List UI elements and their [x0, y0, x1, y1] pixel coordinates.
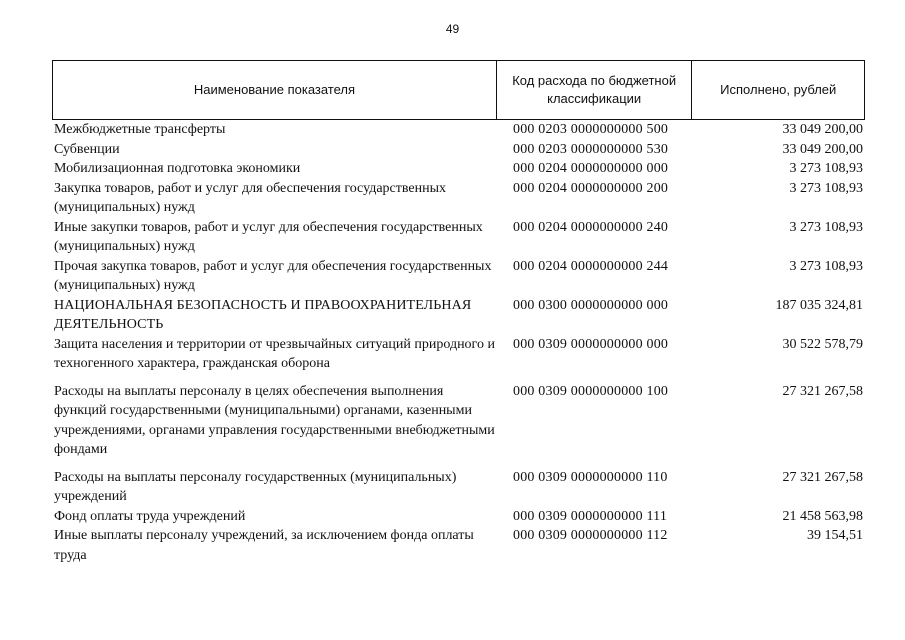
table-row — [52, 526, 865, 565]
page-number: 49 — [445, 22, 460, 36]
table-row — [52, 120, 865, 140]
budget-execution-table — [52, 60, 865, 565]
row-code: 000 0309 0000000000 110 — [513, 469, 668, 485]
row-name: Межбюджетные трансферты — [54, 122, 226, 137]
row-name: Расходы на выплаты персоналу государственных (муниципальных) учреждений — [54, 469, 457, 504]
header-amount: Исполнено, рублей — [720, 82, 837, 97]
row-amount: 33 049 200,00 — [782, 141, 863, 157]
row-code: 000 0204 0000000000 000 — [513, 161, 669, 176]
row-name: Расходы на выплаты персоналу в целях обеспечения выполнения функций государственными (муниципальными) органами, казенными учреждениями, органами управления государственными внебюджетными фондами — [54, 383, 495, 457]
row-name: Субвенции — [54, 141, 120, 157]
row-name: Закупка товаров, работ и услуг для обеспечения государственных (муниципальных) нужд — [54, 180, 447, 215]
row-amount: 3 273 108,93 — [789, 180, 863, 196]
table-row — [52, 382, 865, 460]
row-code: 000 0204 0000000000 200 — [513, 180, 669, 196]
table-row — [52, 140, 865, 160]
table-row — [52, 179, 865, 218]
row-code: 000 0203 0000000000 500 — [513, 122, 669, 137]
row-name: Защита населения и территории от чрезвычайных ситуаций природного и техногенного характера, гражданская оборона — [54, 336, 495, 371]
row-name: НАЦИОНАЛЬНАЯ БЕЗОПАСНОСТЬ И ПРАВООХРАНИТЕЛЬНАЯ ДЕЯТЕЛЬНОСТЬ — [54, 297, 472, 332]
row-name: Фонд оплаты труда учреждений — [54, 508, 246, 524]
table-row — [52, 218, 865, 257]
table-row — [52, 257, 865, 296]
row-amount: 33 049 200,00 — [782, 122, 863, 137]
row-amount: 3 273 108,93 — [789, 161, 863, 176]
row-code: 000 0204 0000000000 244 — [513, 258, 669, 274]
row-name: Иные выплаты персоналу учреждений, за исключением фонда оплаты труда — [54, 528, 474, 563]
row-amount: 27 321 267,58 — [782, 383, 863, 399]
table-row — [52, 159, 865, 179]
row-amount: 27 321 267,58 — [782, 469, 863, 485]
table-row — [52, 296, 865, 335]
table-row — [52, 335, 865, 374]
row-amount: 21 458 563,98 — [782, 508, 863, 524]
row-amount: 30 522 578,79 — [782, 336, 863, 352]
row-amount: 187 035 324,81 — [775, 297, 863, 313]
table-header — [52, 60, 865, 120]
row-name: Мобилизационная подготовка экономики — [54, 161, 301, 176]
row-code: 000 0309 0000000000 100 — [513, 383, 669, 399]
row-code: 000 0203 0000000000 530 — [513, 141, 669, 157]
row-code: 000 0309 0000000000 112 — [513, 528, 668, 543]
row-amount: 39 154,51 — [807, 528, 863, 543]
header-name: Наименование показателя — [53, 61, 497, 119]
table-row — [52, 468, 865, 507]
row-amount: 3 273 108,93 — [789, 258, 863, 274]
row-code: 000 0300 0000000000 000 — [513, 297, 669, 313]
row-code: 000 0309 0000000000 000 — [513, 336, 669, 352]
table-body — [52, 120, 865, 565]
row-amount: 3 273 108,93 — [789, 219, 863, 235]
row-code: 000 0309 0000000000 111 — [513, 508, 668, 524]
row-name: Прочая закупка товаров, работ и услуг для обеспечения государственных (муниципальных) нужд — [54, 258, 492, 293]
row-name: Иные закупки товаров, работ и услуг для обеспечения государственных (муниципальных) нужд — [54, 219, 483, 254]
table-row — [52, 507, 865, 527]
row-code: 000 0204 0000000000 240 — [513, 219, 669, 235]
header-code: Код расхода по бюджетной классификации — [497, 61, 693, 119]
